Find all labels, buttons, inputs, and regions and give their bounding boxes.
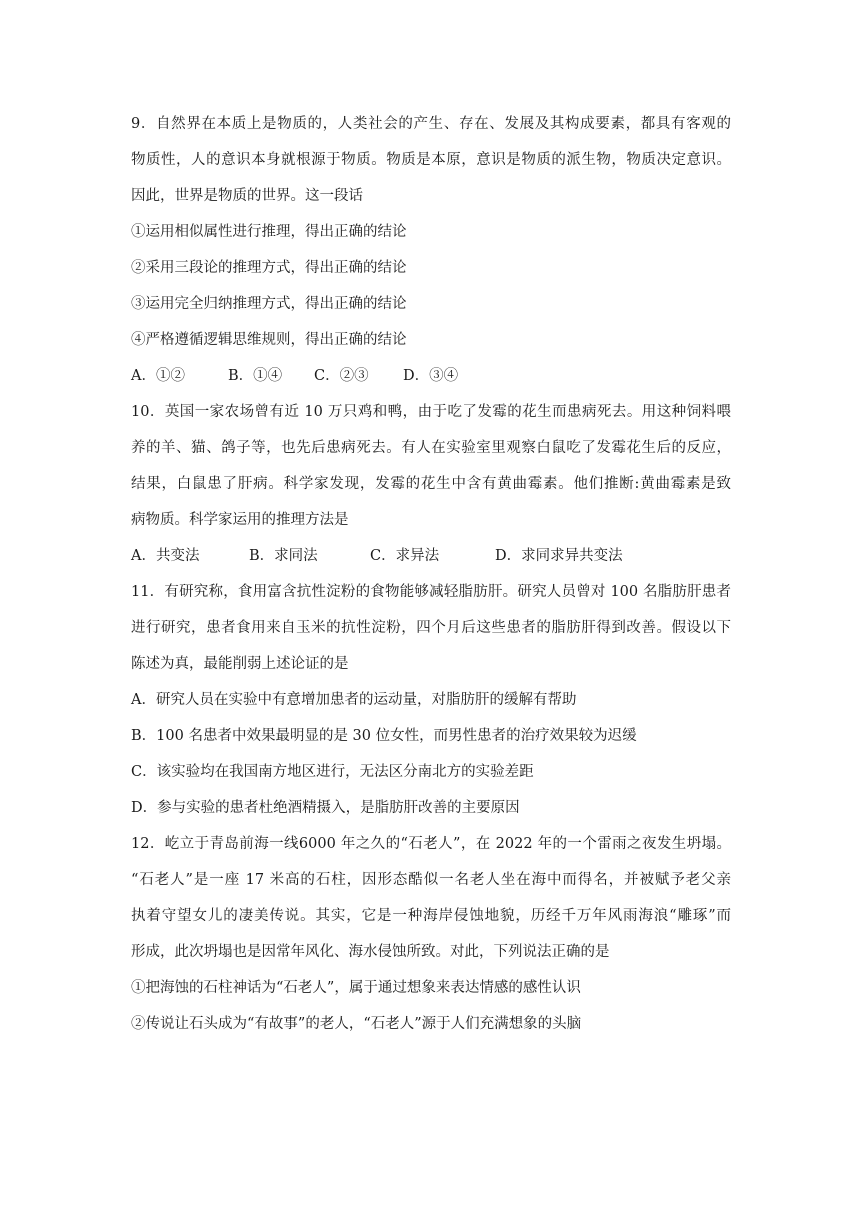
question-12-stem-line-3: 执着守望女儿的凄美传说。其实，它是一种海岸侵蚀地貌，历经千万年风雨海浪“雕琢”而 [131,908,731,924]
question-11 [131,583,731,817]
question-12 [131,835,731,1033]
question-12-stem-line-2: “石老人”是一座 17 米高的石柱，因形态酷似一名老人坐在海中而得名，并被赋予老父亲 [131,872,731,888]
question-12-item-2: ②传说让石头成为“有故事”的老人，“石老人”源于人们充满想象的头脑 [131,1016,582,1032]
question-12-item-1: ①把海蚀的石柱神话为“石老人”，属于通过想象来表达情感的感性认识 [131,980,581,996]
question-9-options [131,367,731,385]
question-12-stem-line-4: 形成，此次坍塌也是因常年风化、海水侵蚀所致。对此，下列说法正确的是 [131,944,610,960]
question-9-item-3: ③运用完全归纳推理方式，得出正确的结论 [131,296,407,312]
question-12-stem-line-1: 12．屹立于青岛前海一线6000 年之久的“石老人”，在 2022 年的一个雷雨之夜发生坍塌。 [131,836,731,852]
question-9-stem-line-3: 因此，世界是物质的世界。这一段话 [131,188,363,204]
question-9 [131,115,731,385]
question-11-option-a: A．研究人员在实验中有意增加患者的运动量，对脂肪肝的缓解有帮助 [131,692,577,708]
question-9-item-2: ②采用三段论的推理方式，得出正确的结论 [131,260,407,276]
question-9-item-1: ①运用相似属性进行推理，得出正确的结论 [131,224,407,240]
question-9-option-b: B．①④ [228,368,283,384]
question-11-option-c: C．该实验均在我国南方地区进行，无法区分南北方的实验差距 [131,764,534,780]
question-10-stem-line-1: 10．英国一家农场曾有近 10 万只鸡和鸭，由于吃了发霉的花生而患病死去。用这种饲料喂 [131,404,731,420]
question-9-option-d: D．③④ [403,368,459,384]
question-10-option-a: A．共变法 [131,548,200,564]
question-9-stem-line-2: 物质性，人的意识本身就根源于物质。物质是本原，意识是物质的派生物，物质决定意识。 [131,152,731,168]
question-10-option-c: C．求异法 [370,548,440,564]
question-10-stem-line-3: 结果，白鼠患了肝病。科学家发现，发霉的花生中含有黄曲霉素。他们推断:黄曲霉素是致 [131,476,731,492]
question-11-option-b: B．100 名患者中效果最明显的是 30 位女性，而男性患者的治疗效果较为迟缓 [131,728,637,744]
question-10-option-d: D．求同求异共变法 [495,548,623,564]
question-9-item-4: ④严格遵循逻辑思维规则，得出正确的结论 [131,332,407,348]
question-11-stem-line-1: 11．有研究称，食用富含抗性淀粉的食物能够减轻脂肪肝。研究人员曾对 100 名脂肪肝患者 [131,584,731,600]
question-10-stem-line-4: 病物质。科学家运用的推理方法是 [131,512,349,528]
question-9-stem-line-1: 9．自然界在本质上是物质的，人类社会的产生、存在、发展及其构成要素，都具有客观的 [131,116,731,132]
exam-page [131,115,731,1051]
question-11-option-d: D．参与实验的患者杜绝酒精摄入，是脂肪肝改善的主要原因 [131,800,520,816]
question-10 [131,403,731,565]
question-10-options [131,547,731,565]
question-10-stem-line-2: 养的羊、猫、鸽子等，也先后患病死去。有人在实验室里观察白鼠吃了发霉花生后的反应， [131,440,731,456]
question-11-stem-line-2: 进行研究，患者食用来自玉米的抗性淀粉，四个月后这些患者的脂肪肝得到改善。假设以下 [131,620,731,636]
question-9-option-c: C．②③ [314,368,369,384]
question-11-stem-line-3: 陈述为真，最能削弱上述论证的是 [131,656,349,672]
question-9-option-a: A．①② [131,368,185,384]
question-10-option-b: B．求同法 [249,548,318,564]
